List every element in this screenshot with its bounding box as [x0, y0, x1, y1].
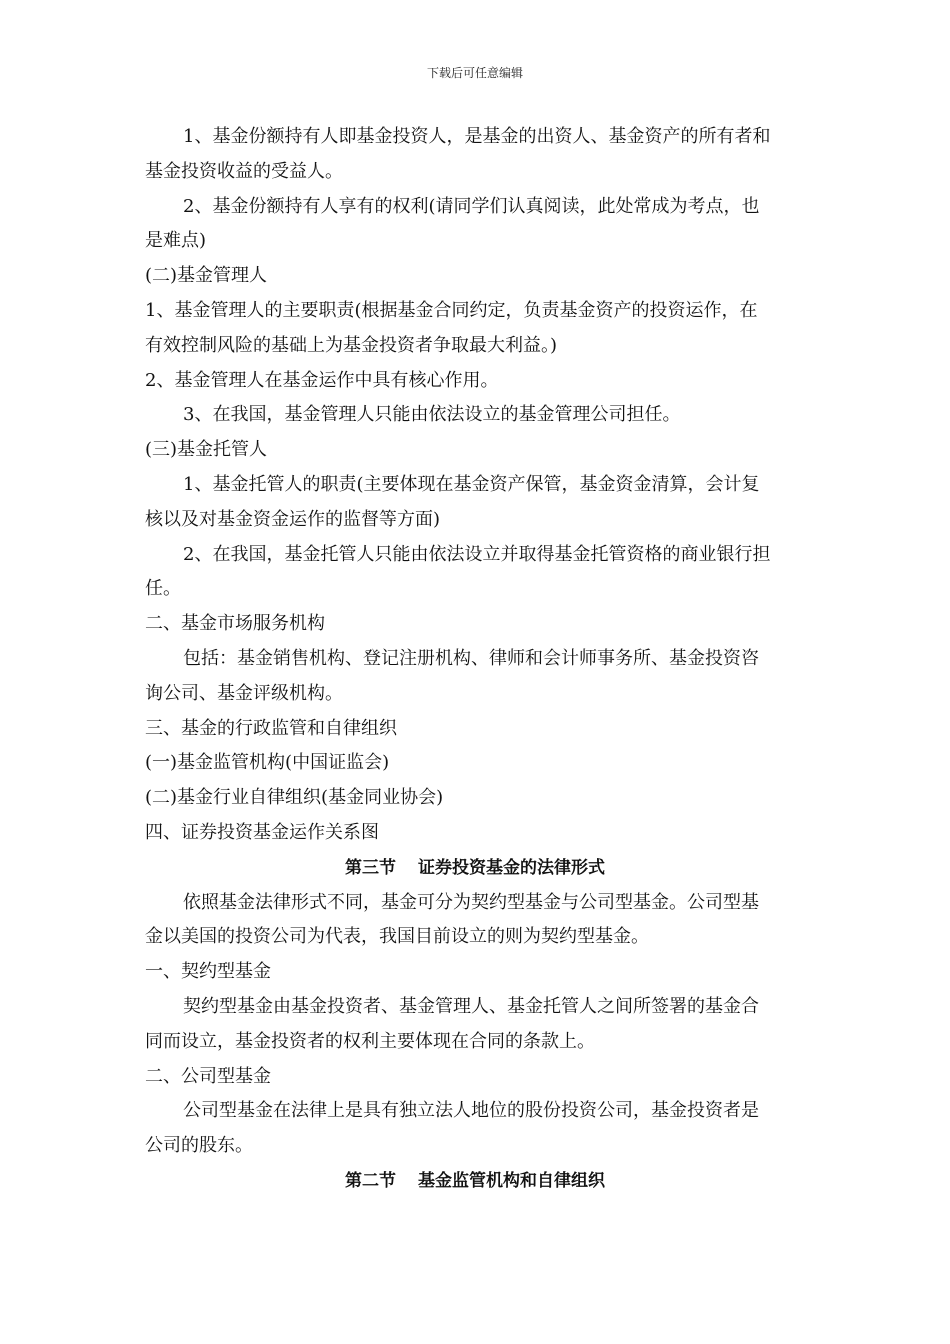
paragraph-line: 2、基金份额持有人享有的权利(请同学们认真阅读，此处常成为考点，也	[183, 195, 760, 217]
paragraph-line: 1、基金管理人的主要职责(根据基金合同约定，负责基金资产的投资运作，在	[145, 299, 758, 321]
paragraph-line: 任。	[145, 578, 181, 600]
paragraph-line: 1、基金份额持有人即基金投资人，是基金的出资人、基金资产的所有者和	[183, 126, 771, 147]
paragraph-line: 金以美国的投资公司为代表，我国目前设立的则为契约型基金。	[145, 926, 649, 948]
subheading-line: 二、公司型基金	[145, 1065, 271, 1087]
subheading-line: 一、契约型基金	[145, 961, 271, 983]
paragraph-line: 公司的股东。	[145, 1135, 253, 1157]
section-label: 第二节	[345, 1170, 396, 1191]
subheading-line: 四、证券投资基金运作关系图	[145, 821, 379, 843]
paragraph-line: 询公司、基金评级机构。	[145, 682, 343, 704]
paragraph-line: 核以及对基金资金运作的监督等方面)	[145, 508, 441, 530]
subheading-line: 三、基金的行政监管和自律组织	[145, 717, 397, 739]
section-heading-2	[145, 1164, 805, 1199]
section-heading-3	[145, 851, 805, 886]
document-body	[145, 120, 805, 1199]
paragraph-line: 2、在我国，基金托管人只能由依法设立并取得基金托管资格的商业银行担	[183, 543, 771, 565]
paragraph-line: 依照基金法律形式不同，基金可分为契约型基金与公司型基金。公司型基	[183, 891, 759, 913]
section-title: 证券投资基金的法律形式	[418, 857, 605, 878]
subheading-line: (二)基金管理人	[145, 265, 268, 287]
paragraph-line: 公司型基金在法律上是具有独立法人地位的股份投资公司，基金投资者是	[183, 1100, 759, 1122]
paragraph-line: 3、在我国，基金管理人只能由依法设立的基金管理公司担任。	[183, 404, 681, 426]
paragraph-line: 包括：基金销售机构、登记注册机构、律师和会计师事务所、基金投资咨	[183, 647, 759, 669]
paragraph-line: 有效控制风险的基础上为基金投资者争取最大利益。)	[145, 334, 558, 356]
section-label: 第三节	[345, 857, 396, 878]
section-title: 基金监管机构和自律组织	[418, 1170, 605, 1191]
paragraph-line: 2、基金管理人在基金运作中具有核心作用。	[145, 369, 499, 391]
paragraph-line: 1、基金托管人的职责(主要体现在基金资产保管，基金资金清算，会计复	[183, 473, 760, 495]
paragraph-line: 基金投资收益的受益人。	[145, 160, 343, 182]
page-header: 下载后可任意编辑	[426, 66, 523, 80]
subheading-line: (二)基金行业自律组织(基金同业协会)	[145, 787, 444, 809]
paragraph-line: 是难点)	[145, 230, 207, 252]
paragraph-line: 同而设立，基金投资者的权利主要体现在合同的条款上。	[145, 1030, 595, 1052]
subheading-line: (一)基金监管机构(中国证监会)	[145, 752, 390, 774]
subheading-line: (三)基金托管人	[145, 439, 268, 461]
paragraph-line: 契约型基金由基金投资者、基金管理人、基金托管人之间所签署的基金合	[183, 995, 759, 1017]
subheading-line: 二、基金市场服务机构	[145, 613, 325, 635]
